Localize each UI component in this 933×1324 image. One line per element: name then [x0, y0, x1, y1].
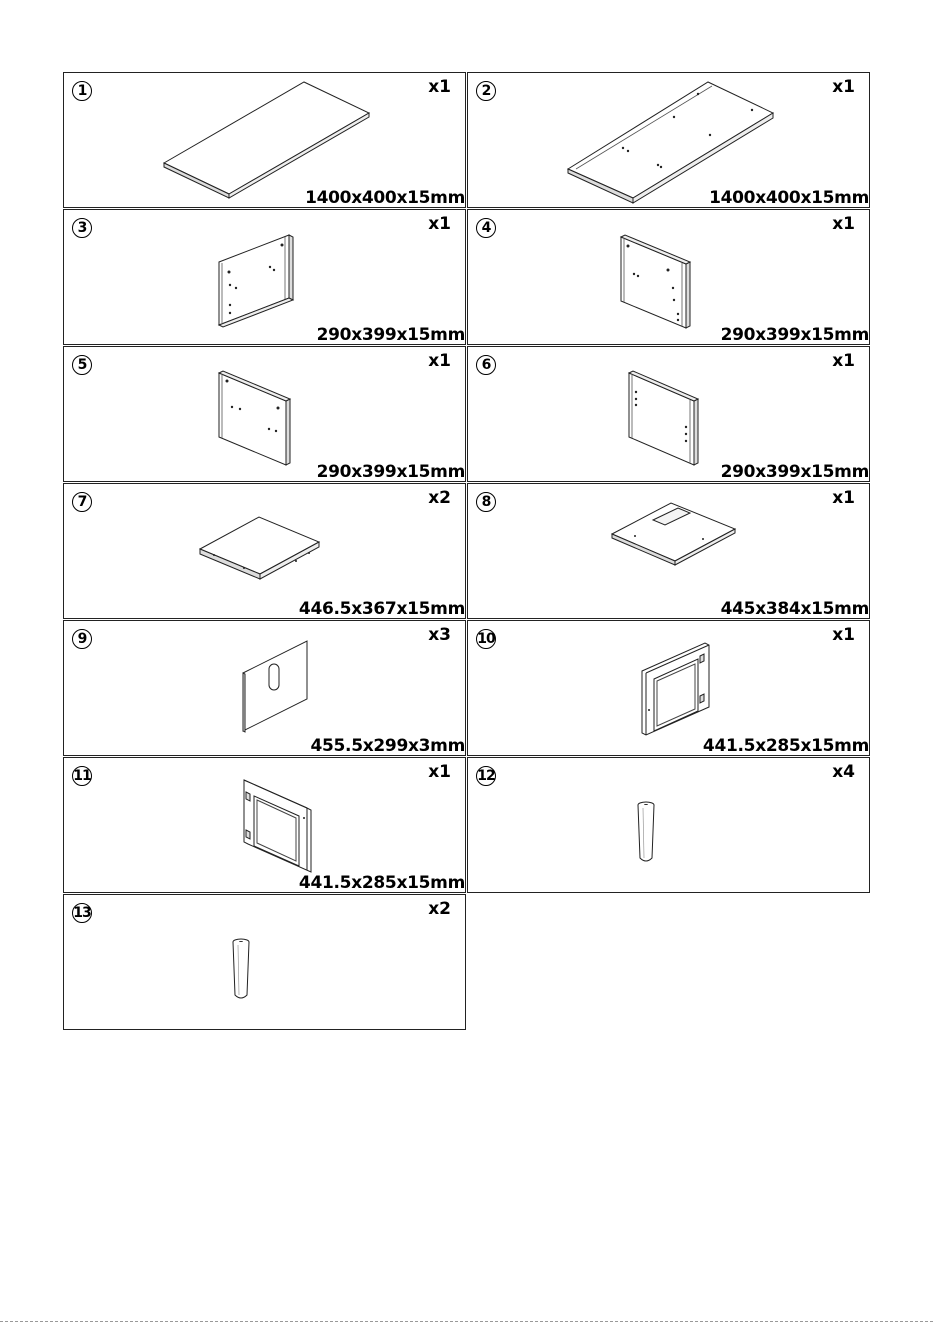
part-cell	[467, 757, 870, 893]
part-quantity: x1	[832, 77, 855, 97]
part-dimensions: 290x399x15mm	[720, 462, 869, 482]
part-quantity: x1	[428, 214, 451, 234]
part-number: 4	[476, 218, 496, 238]
part-number: 1	[72, 81, 92, 101]
part-number: 2	[476, 81, 496, 101]
part-cell	[467, 346, 870, 482]
part-quantity: x2	[428, 899, 451, 919]
part-cell	[63, 72, 466, 208]
part-quantity: x1	[428, 351, 451, 371]
part-cell	[467, 620, 870, 756]
part-dimensions: 290x399x15mm	[316, 462, 465, 482]
leg-icon	[64, 895, 466, 1030]
part-quantity: x1	[832, 214, 855, 234]
part-quantity: x1	[428, 762, 451, 782]
part-cell	[63, 346, 466, 482]
part-dimensions: 441.5x285x15mm	[298, 873, 465, 893]
part-quantity: x1	[428, 77, 451, 97]
part-cell	[63, 620, 466, 756]
part-dimensions: 290x399x15mm	[720, 325, 869, 345]
part-cell	[63, 757, 466, 893]
part-dimensions: 1400x400x15mm	[709, 188, 869, 208]
page-edge-rule	[0, 1321, 933, 1322]
part-dimensions: 441.5x285x15mm	[702, 736, 869, 756]
part-quantity: x1	[832, 625, 855, 645]
part-quantity: x3	[428, 625, 451, 645]
part-dimensions: 290x399x15mm	[316, 325, 465, 345]
part-number: 11	[73, 768, 91, 784]
part-dimensions: 445x384x15mm	[720, 599, 869, 619]
part-quantity: x4	[832, 762, 855, 782]
part-cell	[63, 209, 466, 345]
part-cell	[63, 894, 466, 1030]
part-cell	[467, 209, 870, 345]
part-dimensions: 446.5x367x15mm	[298, 599, 465, 619]
part-quantity: x1	[832, 351, 855, 371]
part-number: 5	[72, 355, 92, 375]
part-dimensions: 1400x400x15mm	[305, 188, 465, 208]
part-number: 13	[73, 905, 91, 921]
part-number: 10	[477, 631, 495, 647]
part-number: 9	[72, 629, 92, 649]
part-number: 6	[476, 355, 496, 375]
leg-icon	[468, 758, 870, 893]
part-quantity: x1	[832, 488, 855, 508]
part-cell	[467, 483, 870, 619]
part-cell	[63, 483, 466, 619]
part-number: 8	[476, 492, 496, 512]
part-dimensions: 455.5x299x3mm	[310, 736, 465, 756]
part-quantity: x2	[428, 488, 451, 508]
part-number: 3	[72, 218, 92, 238]
part-number: 12	[477, 768, 495, 784]
part-cell	[467, 72, 870, 208]
part-number: 7	[72, 492, 92, 512]
